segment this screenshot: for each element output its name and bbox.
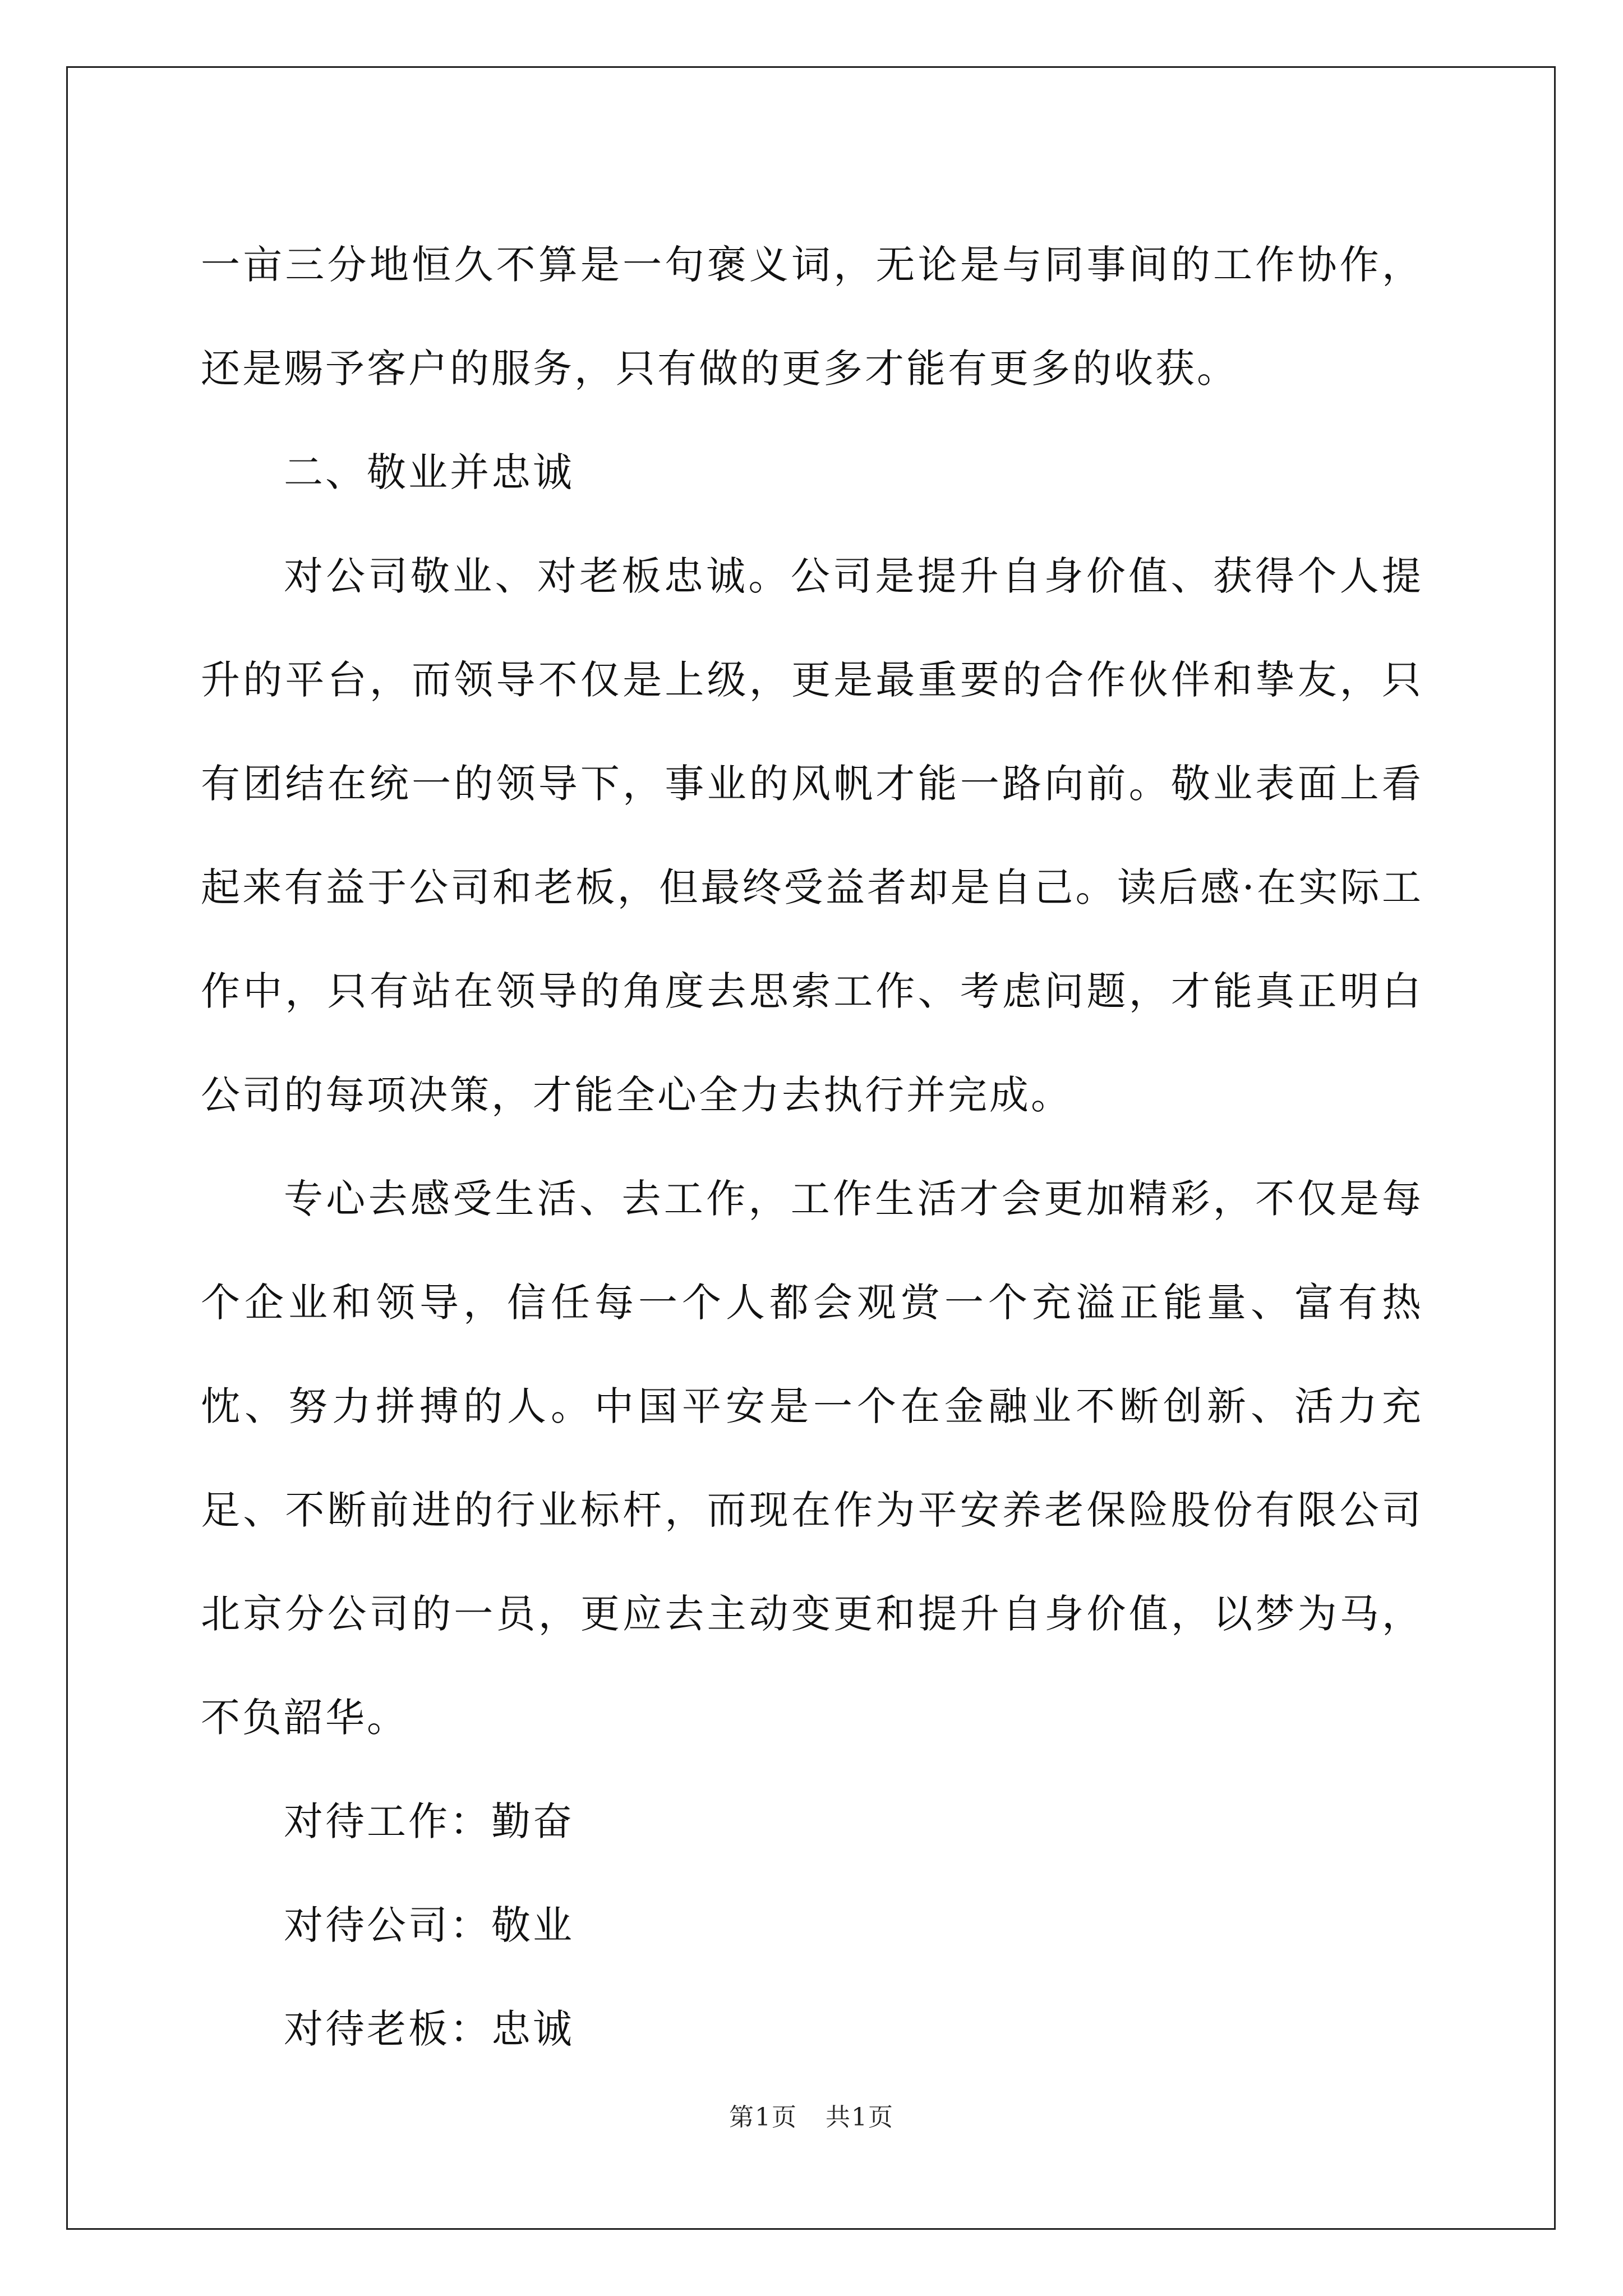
page-footer [0,2097,1623,2133]
paragraph-4: 专心去感受生活、去工作，工作生活才会更加精彩，不仅是每个企业和领导，信任每一个人都会观赏一个充溢正能量、富有热忱、努力拼搏的人。中国平安是一个在金融业不断创新、活力充足、不断前进的行业标杆，而现在作为平安养老保险股份有限公司北京分公司的一员，更应去主动变更和提升自身价值，以梦为马，不负韶华。 [201,1176,1423,1741]
paragraph-3: 对公司敬业、对老板忠诚。公司是提升自身价值、获得个人提升的平台，而领导不仅是上级，更是最重要的合作伙伴和挚友，只有团结在统一的领导下，事业的风帆才能一路向前。敬业表面上看起来有益于公司和老板，但最终受益者却是自己。读后感·在实际工作中，只有站在领导的角度去思索工作、考虑问题，才能真正明白公司的每项决策，才能全心全力去执行并完成。 [201,553,1423,1118]
summary-line-company: 对待公司：敬业 [284,1902,574,1948]
paragraph-1: 一亩三分地恒久不算是一句褒义词，无论是与同事间的工作协作，还是赐予客户的服务，只有做的更多才能有更多的收获。 [201,242,1423,392]
document-body [201,213,1423,2081]
page-number: 第1页 [729,2103,797,2132]
section-heading-2: 二、敬业并忠诚 [284,449,574,495]
page-total: 共1页 [826,2103,894,2132]
summary-line-boss: 对待老板：忠诚 [284,2006,574,2052]
summary-line-work: 对待工作：勤奋 [284,1798,574,1844]
